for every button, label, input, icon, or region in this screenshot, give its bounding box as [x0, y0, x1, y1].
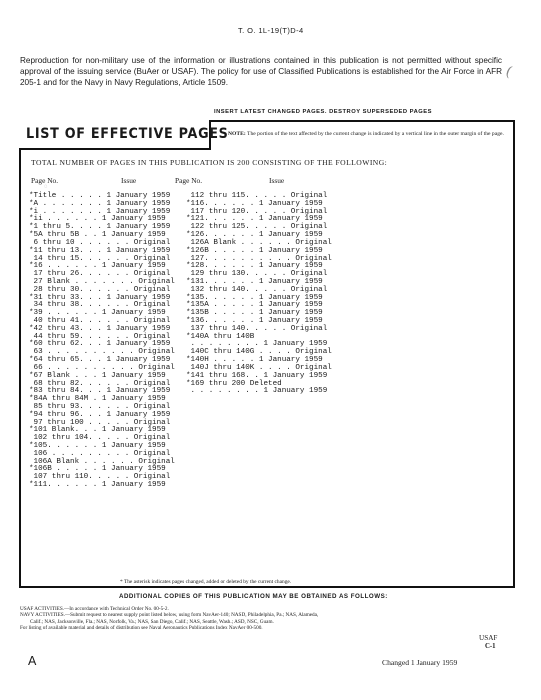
- page-entry-row: *84A thru 84M . 1 January 1959: [29, 395, 166, 404]
- page-entry-row: *105. . . . . . 1 January 1959: [29, 442, 166, 450]
- page-entry-row: 106A Blank . . . . . . Original: [29, 457, 175, 466]
- page-entry-row: *126. . . . . . 1 January 1959: [186, 231, 323, 240]
- page-entry-row: *16 . . . . . . 1 January 1959: [29, 262, 166, 271]
- page-entry-row: . . . . . . . . 1 January 1959: [186, 387, 328, 396]
- page-entry-row: 106 . . . . . . . . . Original: [29, 449, 171, 458]
- page-entry-row: *135A . . . . . 1 January 1959: [186, 301, 323, 310]
- left-col-header-issue: Issue: [121, 176, 137, 185]
- page-entry-row: 112 thru 115. . . . . Original: [186, 192, 328, 200]
- changed-date: Changed 1 January 1959: [382, 658, 458, 667]
- page-entry-row: *116. . . . . . 1 January 1959: [186, 199, 323, 208]
- note-text: The portion of the text affected by the current change is indicated by a vertical line in the outer margin of the page.: [247, 131, 504, 137]
- page-entry-row: 129 thru 130. . . . . Original: [186, 270, 328, 279]
- page-entry-row: 97 thru 100 . . . . . Original: [29, 418, 171, 427]
- handwritten-mark: (: [503, 63, 515, 81]
- page-entry-row: *106B . . . . . 1 January 1959: [29, 465, 166, 474]
- page-entry-row: 66 . . . . . . . . . . Original: [29, 363, 175, 372]
- navy-activities-line-2: Calif.; NAS, Jacksonville, Fla.; NAS, Norfolk, Va.; NAS, San Diego, Calif.; NAS, Seattle, Wash.; ASD, NSC, Guam.: [30, 618, 274, 625]
- page-entry-row: 40 thru 41. . . . . . Original: [29, 317, 171, 325]
- page-entry-row: 68 thru 82. . . . . . Original: [29, 379, 171, 388]
- technical-order-number: T. O. 1L-19(T)D-4: [238, 26, 304, 35]
- page-entry-row: 14 thru 15. . . . . . Original: [29, 254, 171, 263]
- page-entry-row: 27 Blank . . . . . . . Original: [29, 277, 175, 286]
- page-entry-row: *42 thru 43. . . 1 January 1959: [29, 324, 171, 333]
- page-entry-row: *Title . . . . . 1 January 1959: [29, 192, 171, 200]
- page-entry-row: *31 thru 33. . . 1 January 1959: [29, 293, 171, 302]
- page-entry-row: *140A thru 140B: [186, 332, 255, 341]
- page-entry-row: *67 Blank . . . 1 January 1959: [29, 371, 166, 380]
- note-label: NOTE:: [228, 131, 246, 137]
- page-entry-row: *140H . . . . . 1 January 1959: [186, 356, 323, 365]
- navy-activities-line-3: For listing of available material and details of distribution see Naval Aeronautics Publications Index NavAer 00-500.: [20, 625, 263, 632]
- page-entry-row: *111. . . . . . 1 January 1959: [29, 481, 166, 490]
- page-entry-row: 85 thru 93. . . . . . Original: [29, 402, 171, 411]
- page-entry-row: 107 thru 110. . . . . Original: [29, 473, 171, 482]
- page-entry-row: *5A thru 5B . . 1 January 1959: [29, 231, 166, 240]
- asterisk-note: * The asterisk indicates pages changed, added or deleted by the current change.: [120, 579, 292, 585]
- page-entry-row: *136. . . . . . 1 January 1959: [186, 317, 323, 325]
- page-entry-row: 117 thru 120. . . . . Original: [186, 207, 328, 216]
- page-entry-row: 63 . . . . . . . . . . Original: [29, 348, 175, 357]
- service-label: USAF: [479, 634, 498, 642]
- distribution-activities: [20, 606, 520, 632]
- right-page-list: [186, 193, 332, 396]
- page-entry-row: *135. . . . . . 1 January 1959: [186, 293, 323, 302]
- page-entry-row: *64 thru 65. . . 1 January 1959: [29, 356, 171, 365]
- page-letter: A: [28, 654, 37, 668]
- page-entry-row: 126A Blank . . . . . . Original: [186, 238, 332, 247]
- right-col-header-issue: Issue: [269, 176, 285, 185]
- page-entry-row: *60 thru 62. . . 1 January 1959: [29, 340, 171, 349]
- navy-activities-line-1: NAVY ACTIVITIES.—Submit request to nearest supply point listed below, using form NavAer-140; NASD, Philadelphia, Pa.; NAS, Alameda,: [20, 612, 319, 619]
- page-entry-row: *83 thru 84. . . 1 January 1959: [29, 387, 171, 396]
- page-entry-row: *1 thru 5. . . . 1 January 1959: [29, 223, 171, 232]
- page-entry-row: *169 thru 200 Deleted: [186, 379, 282, 388]
- page-entry-row: 102 thru 104. . . . . Original: [29, 434, 171, 443]
- usaf-activities: USAF ACTIVITIES.—In accordance with Technical Order No. 00-5-2.: [20, 606, 169, 612]
- page-entry-row: *i . . . . . . . 1 January 1959: [29, 207, 171, 216]
- reproduction-notice: Reproduction for non-military use of the information or illustrations contained in this publication is not permitted without specific approval of the issuing service (BuAer or USAF). The policy for use of Classified Publications is established for the Air Force in AFR 205-1 and for the Navy in Navy Regulations, Article 1509.: [20, 56, 502, 87]
- page-entry-row: *126B . . . . . 1 January 1959: [186, 246, 323, 255]
- page-entry-row: 122 thru 125. . . . . Original: [186, 223, 328, 232]
- page-entry-row: . . . . . . . . 1 January 1959: [186, 340, 328, 349]
- page-entry-row: *39 . . . . . . 1 January 1959: [29, 309, 166, 318]
- page-entry-row: *A . . . . . . . 1 January 1959: [29, 199, 171, 208]
- page-title: LIST OF EFFECTIVE PAGES: [26, 126, 229, 142]
- total-pages-statement: TOTAL NUMBER OF PAGES IN THIS PUBLICATION IS 200 CONSISTING OF THE FOLLOWING:: [31, 158, 388, 167]
- pencil-mark: ◌: [44, 184, 48, 190]
- page-entry-row: 17 thru 26. . . . . . Original: [29, 270, 171, 279]
- page-entry-row: *141 thru 168. . 1 January 1959: [186, 371, 328, 380]
- change-note: [228, 131, 512, 139]
- page-entry-row: 140C thru 140G . . . . Original: [186, 348, 332, 357]
- page-entry-row: 132 thru 140. . . . . Original: [186, 285, 328, 294]
- page-entry-row: *94 thru 96. . . 1 January 1959: [29, 410, 171, 419]
- right-col-header-page: Page No.: [175, 176, 203, 185]
- page-entry-row: *101 Blank. . . 1 January 1959: [29, 426, 166, 435]
- change-code: C-1: [485, 643, 496, 650]
- page-entry-row: *121. . . . . . 1 January 1959: [186, 215, 323, 224]
- left-col-header-page: Page No.: [31, 176, 59, 185]
- page-entry-row: *135B . . . . . 1 January 1959: [186, 309, 323, 318]
- page-entry-row: *128. . . . . . 1 January 1959: [186, 262, 323, 271]
- page-entry-row: 127. . . . . . . . . . Original: [186, 254, 332, 263]
- insert-instruction: INSERT LATEST CHANGED PAGES. DESTROY SUPERSEDED PAGES: [214, 109, 433, 115]
- page-entry-row: 6 thru 10 . . . . . . Original: [29, 238, 171, 247]
- additional-copies-heading: ADDITIONAL COPIES OF THIS PUBLICATION MAY BE OBTAINED AS FOLLOWS:: [119, 593, 388, 600]
- page-entry-row: 140J thru 140K . . . . Original: [186, 363, 332, 372]
- page-entry-row: *131. . . . . . 1 January 1959: [186, 277, 323, 286]
- page-entry-row: *11 thru 13. . . 1 January 1959: [29, 246, 171, 255]
- left-page-list: [29, 193, 175, 490]
- page-entry-row: 34 thru 38. . . . . . Original: [29, 301, 171, 310]
- page-entry-row: *ii . . . . . . 1 January 1959: [29, 215, 166, 224]
- page-entry-row: 28 thru 30. . . . . . Original: [29, 285, 171, 294]
- page-entry-row: 44 thru 59. . . . . . Original: [29, 332, 171, 341]
- page-entry-row: 137 thru 140. . . . . Original: [186, 324, 328, 333]
